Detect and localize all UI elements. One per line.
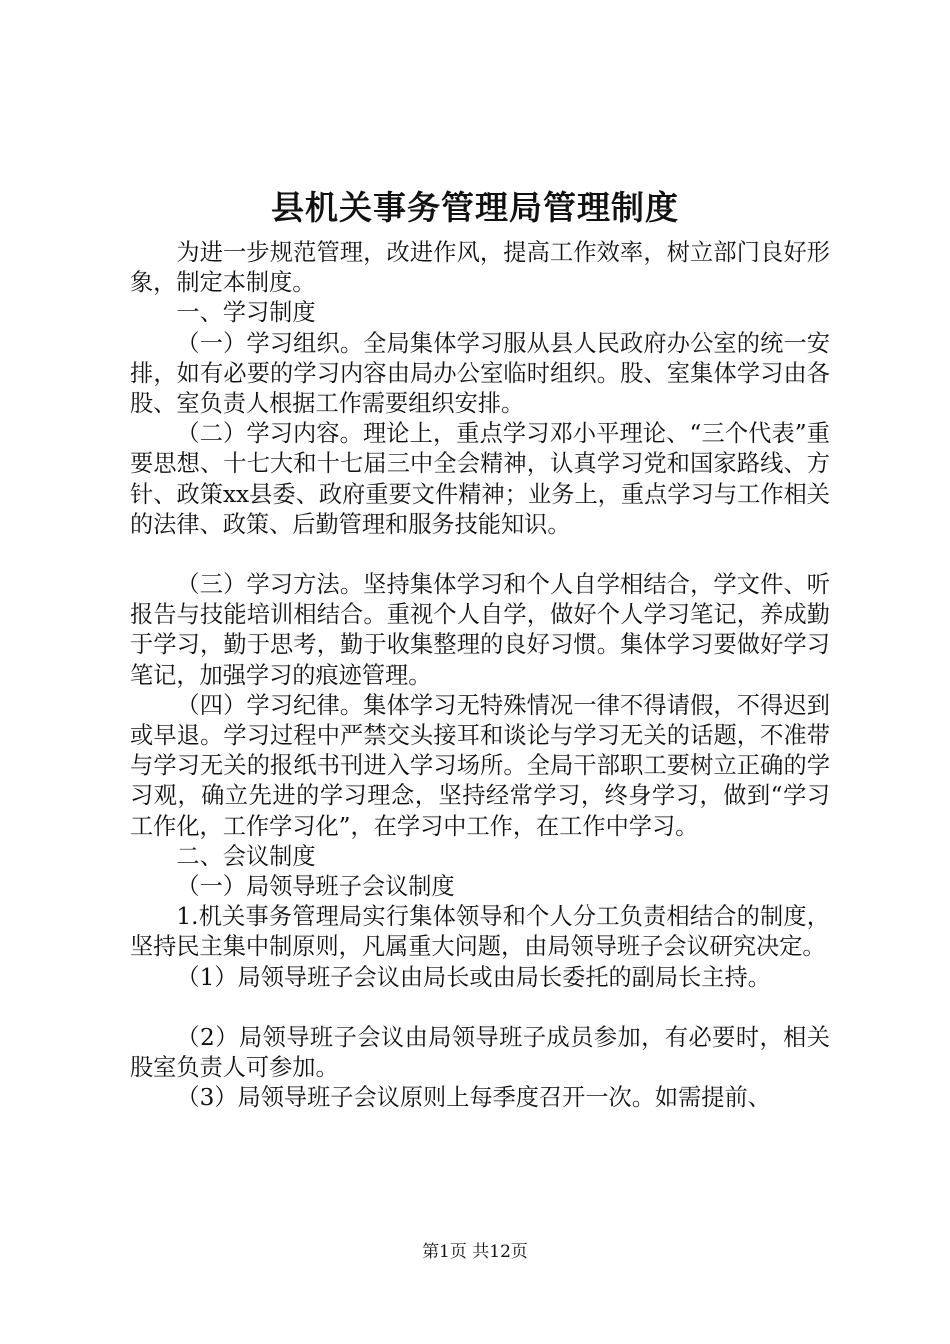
paragraph-study-discipline: （四）学习纪律。集体学习无特殊情况一律不得请假，不得迟到或早退。学习过程中严禁交头接耳和谈论与学习无关的话题，不准带与学习无关的报纸书刊进入学习场所。全局干部职工要树立正确的学习观，确立先进的学习理念，坚持经常学习，终身学习，做到“学习工作化，工作学习化”，在学习中工作，在工作中学习。 — [130, 691, 830, 840]
paragraph-meeting-subitem-1: （1）局领导班子会议由局长或由局长委托的副局长主持。 — [176, 963, 771, 991]
paragraph-study-organization: （一）学习组织。全局集体学习服从县人民政府办公室的统一安排，如有必要的学习内容由局办公室临时组织。股、室集体学习由各股、室负责人根据工作需要组织安排。 — [130, 329, 830, 418]
paragraph-meeting-subitem-3: （3）局领导班子会议原则上每季度召开一次。如需提前、 — [176, 1084, 771, 1112]
page-title: 县机关事务管理局管理制度 — [271, 188, 679, 227]
paragraph-meeting-item-1: 1.机关事务管理局实行集体领导和个人分工负责相结合的制度，坚持民主集中制原则，凡属重大问题，由局领导班子会议研究决定。 — [130, 903, 830, 961]
subsection-heading-leadership-meeting: （一）局领导班子会议制度 — [176, 873, 455, 901]
page-number-footer: 第1页 共12页 — [422, 1242, 528, 1262]
paragraph-study-content: （二）学习内容。理论上，重点学习邓小平理论、“三个代表”重要思想、十七大和十七届三中全会精神，认真学习党和国家路线、方针、政策xx县委、政府重要文件精神；业务上，重点学习与工作相关的法律、政策、后勤管理和服务技能知识。 — [130, 420, 830, 538]
section-heading-study: 一、学习制度 — [176, 299, 316, 327]
paragraph-meeting-subitem-2: （2）局领导班子会议由局领导班子成员参加，有必要时，相关股室负责人可参加。 — [130, 1023, 830, 1082]
document-body — [130, 238, 830, 1113]
paragraph-intro: 为进一步规范管理，改进作风，提高工作效率，树立部门良好形象，制定本制度。 — [130, 239, 830, 297]
paragraph-study-method: （三）学习方法。坚持集体学习和个人自学相结合，学文件、听报告与技能培训相结合。重视个人自学，做好个人学习笔记，养成勤于学习，勤于思考，勤于收集整理的良好习惯。集体学习要做好学习笔记，加强学习的痕迹管理。 — [130, 571, 830, 689]
section-heading-meeting: 二、会议制度 — [176, 842, 316, 870]
